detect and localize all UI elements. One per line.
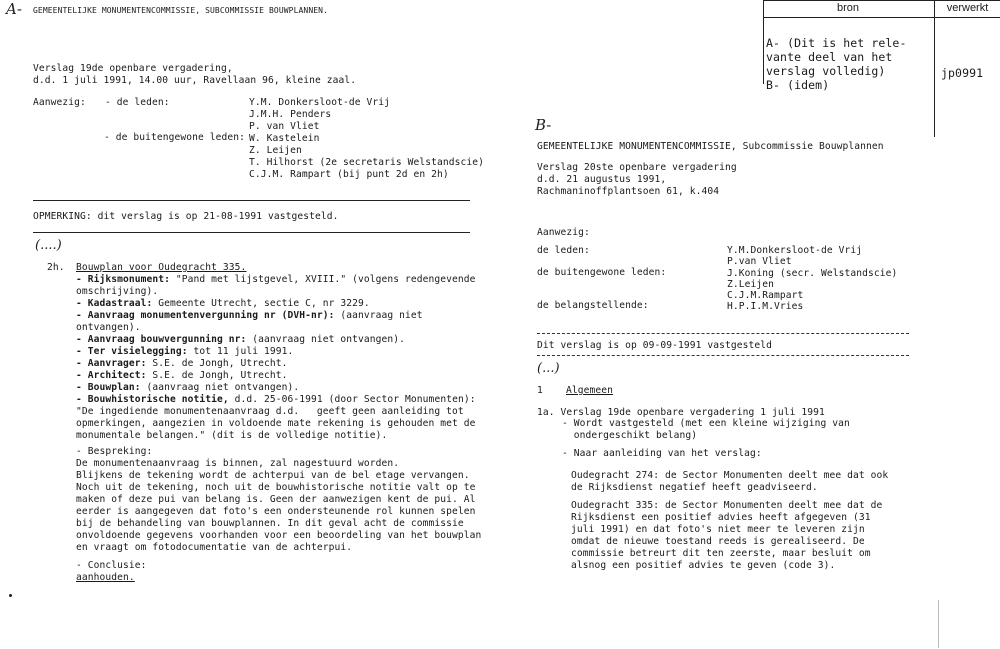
detail-key: - Kadastraal: bbox=[76, 298, 153, 309]
doc-b-dash-2 bbox=[537, 355, 909, 356]
header-bottom-rule bbox=[763, 17, 1000, 18]
sub-line: ondergeschikt belang) bbox=[562, 430, 698, 441]
attendee: Z. Leijen bbox=[249, 145, 302, 156]
scan-edge-line bbox=[938, 600, 939, 648]
attendee: C.J.M.Rampart bbox=[727, 290, 804, 302]
doc-b-title: GEMEENTELIJKE MONUMENTENCOMMISSIE, Subcommissie Bouwplannen bbox=[537, 141, 884, 152]
bespreking-line: Noch uit de tekening, noch uit de bouwhistorische notitie valt op te bbox=[76, 482, 476, 493]
col-bron-header: bron bbox=[836, 2, 860, 14]
attendee: C.J.M. Rampart (bij punt 2d en 2h) bbox=[249, 169, 449, 180]
doc-a-leden-label: - de leden: bbox=[105, 97, 170, 108]
verwerkt-code: jp0991 bbox=[941, 66, 984, 80]
attendee: T. Hilhorst (2e secretaris Welstandscie) bbox=[249, 157, 485, 168]
doc-b-handnote: (...) bbox=[537, 361, 560, 376]
doc-b-dash-1 bbox=[537, 333, 909, 334]
doc-a-conclusie-label: - Conclusie: bbox=[76, 560, 147, 571]
detail-key: - Aanvrager: bbox=[76, 358, 147, 369]
doc-a-marker: A- bbox=[6, 0, 22, 18]
bron-note-line: A- (Dit is het rele- bbox=[766, 36, 907, 50]
detail-value: (aanvraag niet ontvangen). bbox=[246, 334, 406, 345]
para-line: de Rijksdienst negatief heeft geadviseerd. bbox=[571, 482, 818, 493]
detail-value: (aanvraag niet bbox=[334, 310, 423, 321]
bespreking-line: onvoldoende gegevens voorhanden voor een beoordeling van het bouwplan bbox=[76, 530, 482, 541]
doc-b-marker: B- bbox=[535, 116, 552, 134]
attendee: Y.M.Donkersloot-de Vrij bbox=[727, 245, 863, 256]
attendee: Y.M. Donkersloot-de Vrij bbox=[249, 97, 391, 108]
detail-value: (aanvraag niet ontvangen). bbox=[140, 382, 300, 393]
doc-a-handnote: (....) bbox=[35, 238, 62, 253]
detail-value: "Pand met lijstgevel, XVIII." (volgens redengevende bbox=[170, 274, 476, 285]
detail-value: Gemeente Utrecht, sectie C, nr 3229. bbox=[152, 298, 370, 309]
sub-line: - Wordt vastgesteld (met een kleine wijziging van bbox=[562, 418, 850, 429]
doc-a-item-title: Bouwplan voor Oudegracht 335. bbox=[76, 262, 247, 273]
detail-value: "De ingediende monumentenaanvraag d.d. geeft geen aanleiding tot bbox=[76, 406, 464, 417]
doc-b-buiten-label: de buitengewone leden: bbox=[537, 267, 667, 278]
para-line: juli 1991) en dat foto's niet meer te leveren zijn bbox=[571, 524, 865, 535]
attendee: P.van Vliet bbox=[727, 256, 792, 268]
bespreking-line: en vraagt om fotodocumentatie van de achterpui. bbox=[76, 542, 353, 553]
doc-a-rule-2 bbox=[33, 232, 470, 233]
doc-a-item-no: 2h. bbox=[47, 262, 65, 273]
doc-b-vastgesteld: Dit verslag is op 09-09-1991 vastgesteld bbox=[537, 340, 773, 351]
doc-a-opmerking: OPMERKING: dit verslag is op 21-08-1991 vastgesteld. bbox=[33, 211, 339, 222]
verslag-line: d.d. 21 augustus 1991, bbox=[537, 174, 667, 185]
para-line: Oudegracht 335: de Sector Monumenten deelt mee dat de bbox=[571, 500, 883, 511]
detail-value: S.E. de Jongh, Utrecht. bbox=[146, 370, 288, 381]
doc-b-belang-label: de belangstellende: bbox=[537, 300, 649, 311]
detail-key: - Bouwplan: bbox=[76, 382, 141, 393]
col-verwerkt-header: verwerkt bbox=[946, 2, 989, 14]
doc-b-aanwezig-label: Aanwezig: bbox=[537, 227, 590, 238]
para-line: commissie betreurt dit ten zeerste, maar besluit om bbox=[571, 548, 871, 559]
bron-note bbox=[766, 22, 906, 92]
doc-a-details bbox=[76, 274, 476, 442]
attendee: J.Koning (secr. Welstandscie) bbox=[727, 267, 898, 279]
verslag-line: Verslag 19de openbare vergadering, bbox=[33, 63, 233, 74]
detail-value: opmerkingen, aangezien in voldoende mate rekening is gehouden met de bbox=[76, 418, 476, 429]
bespreking-line: Blijkens de tekening wordt de achterpui van de bel etage vervangen. bbox=[76, 470, 470, 481]
detail-value: tot 11 juli 1991. bbox=[187, 346, 294, 357]
para-line: omdat de nieuwe toestand reeds is gerealiseerd. De bbox=[571, 536, 865, 547]
doc-a-title: GEMEENTELIJKE MONUMENTENCOMMISSIE, SUBCOMMISSIE BOUWPLANNEN. bbox=[33, 6, 328, 15]
bespreking-line: maken of deze pui van belang is. Geen der aanwezigen kent de pui. Al bbox=[76, 494, 476, 505]
doc-a-buiten-label: - de buitengewone leden: bbox=[104, 132, 246, 143]
detail-key: - Aanvraag monumentenvergunning nr (DVH-nr): bbox=[76, 310, 335, 321]
doc-b-attendees bbox=[727, 245, 897, 313]
detail-key: - Bouwhistorische notitie, bbox=[76, 394, 229, 405]
doc-b-para1 bbox=[571, 470, 888, 494]
attendee: J.M.H. Penders bbox=[249, 109, 332, 120]
verslag-line: d.d. 1 juli 1991, 14.00 uur, Ravellaan 96, kleine zaal. bbox=[33, 75, 357, 86]
bron-note-line: verslag volledig) bbox=[766, 64, 886, 78]
bespreking-line: De monumentenaanvraag is binnen, zal nagestuurd worden. bbox=[76, 458, 400, 469]
detail-key: - Aanvraag bouwvergunning nr: bbox=[76, 334, 247, 345]
bespreking-line: eerder is aangegeven dat foto's een ondersteunende rol kunnen spelen bbox=[76, 506, 476, 517]
doc-a-rule-1 bbox=[33, 200, 470, 201]
doc-b-sub1 bbox=[562, 418, 850, 442]
doc-b-sec-no: 1 bbox=[537, 385, 543, 396]
doc-a-verslag bbox=[33, 63, 356, 87]
doc-a-attendees bbox=[249, 97, 484, 181]
attendee: W. Kastelein bbox=[249, 133, 320, 144]
detail-key: - Ter visielegging: bbox=[76, 346, 188, 357]
detail-value: S.E. de Jongh, Utrecht. bbox=[146, 358, 288, 369]
detail-value: monumentale belangen." (dit is de volledige notitie). bbox=[76, 430, 388, 441]
attendee: H.P.I.M.Vries bbox=[727, 301, 804, 313]
doc-a-aanwezig-label: Aanwezig: bbox=[33, 97, 86, 108]
attendee: Z.Leijen bbox=[727, 278, 775, 290]
doc-a-bespreking-label: - Bespreking: bbox=[76, 446, 153, 457]
para-line: Oudegracht 274: de Sector Monumenten deelt mee dat ook bbox=[571, 470, 889, 481]
stray-dot bbox=[9, 594, 12, 597]
detail-value: omschrijving). bbox=[76, 286, 159, 297]
doc-b-verslag bbox=[537, 162, 737, 198]
verslag-line: Verslag 20ste openbare vergadering bbox=[537, 162, 737, 173]
para-line: alsnog een positief advies te geven (code 3). bbox=[571, 560, 836, 571]
doc-b-leden-label: de leden: bbox=[537, 245, 590, 256]
detail-key: - Architect: bbox=[76, 370, 147, 381]
bron-left-border bbox=[763, 0, 764, 84]
doc-a-conclusie: aanhouden. bbox=[76, 572, 135, 583]
doc-b-sub2: - Naar aanleiding van het verslag: bbox=[562, 448, 762, 459]
doc-b-sec-title: Algemeen bbox=[566, 385, 614, 396]
para-line: Rijksdienst een positief advies heeft afgegeven (31 bbox=[571, 512, 871, 523]
detail-key: - Rijksmonument: bbox=[76, 274, 171, 285]
bron-note-line: B- (idem) bbox=[766, 78, 830, 92]
doc-b-item: 1a. Verslag 19de openbare vergadering 1 juli 1991 bbox=[537, 407, 825, 418]
doc-a-bespreking bbox=[76, 458, 481, 554]
attendee: P. van Vliet bbox=[249, 121, 320, 132]
verslag-line: Rachmaninoffplantsoen 61, k.404 bbox=[537, 186, 720, 197]
col-divider bbox=[934, 0, 935, 137]
detail-value: ontvangen). bbox=[76, 322, 141, 333]
bron-note-line: vante deel van het bbox=[766, 50, 893, 64]
header-top-rule bbox=[763, 0, 1000, 1]
bespreking-line: bij de behandeling van bouwplannen. In dit geval acht de commissie bbox=[76, 518, 464, 529]
doc-b-para2 bbox=[571, 500, 882, 572]
detail-value: d.d. 25-06-1991 (door Sector Monumenten): bbox=[228, 394, 476, 405]
